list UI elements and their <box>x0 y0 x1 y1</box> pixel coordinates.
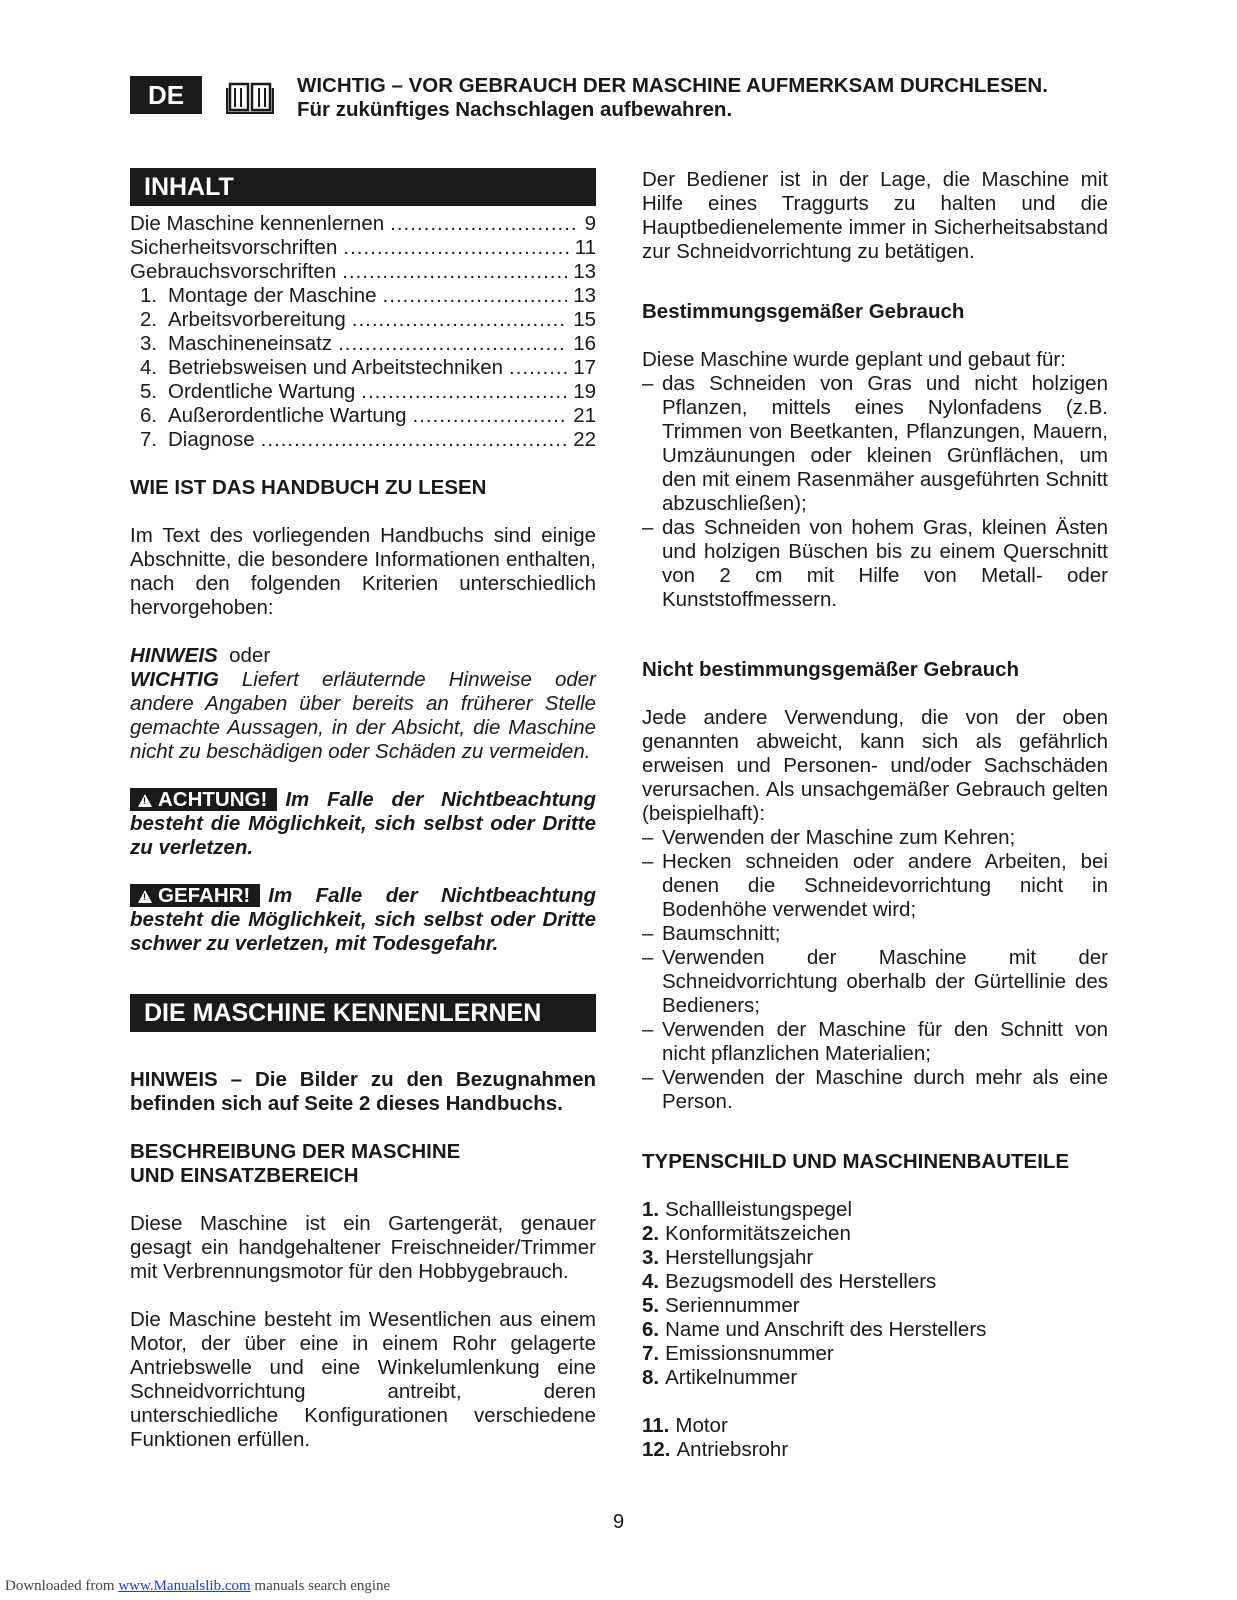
item-number: 3. <box>642 1246 660 1269</box>
list-item <box>642 1270 1108 1294</box>
left-column <box>130 168 596 1452</box>
toc-item-number: 1. <box>140 284 158 307</box>
item-text: Seriennummer <box>665 1294 800 1317</box>
plate-heading: TYPENSCHILD UND MASCHINENBAUTEILE <box>642 1150 1070 1173</box>
toc-item-label: Außerordentliche Wartung <box>168 404 407 427</box>
achtung-text: Im Falle der Nichtbeachtung besteht die Möglichkeit, sich selbst oder Dritte zu verletzen. <box>130 788 596 859</box>
manualslib-link[interactable]: www.Manualslib.com <box>118 1578 251 1594</box>
toc-leader-dots <box>361 380 567 404</box>
plate-list <box>642 1198 1108 1390</box>
right-column <box>642 168 1108 1462</box>
toc-item-page: 16 <box>573 332 596 355</box>
list-item <box>642 1294 1108 1318</box>
toc-item-number: 3. <box>140 332 158 355</box>
toc-title: INHALT <box>130 168 596 206</box>
toc-item <box>130 284 596 308</box>
toc-item <box>130 332 596 356</box>
intended-use-heading: Bestimmungsgemäßer Gebrauch <box>642 300 965 323</box>
hinweis-line <box>130 644 596 668</box>
item-number: 1. <box>642 1198 660 1221</box>
list-item: – das Schneiden von Gras und nicht holzigen Pflanzen, mittels eines Nylonfadens (z.B. Trimmen von Beetkanten, Pflanzungen, Mauern, Umzäunungen oder kleinen Grünflächen, um den mit einem Rasenmäher ausgeführten Schnitt abzuschließen); <box>642 372 1108 516</box>
operator-paragraph: Der Bediener ist in der Lage, die Maschine mit Hilfe eines Traggurts zu halten und die Hauptbedienelemente immer in Sicherheitsabstand zur Schneidvorrichtung zu betätigen. <box>642 168 1108 263</box>
warning-triangle-icon <box>138 890 152 903</box>
page-number: 9 <box>612 1511 625 1533</box>
item-number: 11. <box>642 1414 670 1437</box>
item-number: 2. <box>642 1222 660 1245</box>
footer-suffix: manuals search engine <box>250 1578 391 1594</box>
header-line-1: WICHTIG – VOR GEBRAUCH DER MASCHINE AUFMERKSAM DURCHLESEN. <box>297 74 1048 97</box>
gefahr-paragraph <box>130 884 596 956</box>
achtung-badge <box>130 788 277 811</box>
toc-item-label: Gebrauchsvorschriften <box>130 260 337 283</box>
toc-item <box>130 380 596 404</box>
toc-item-page: 13 <box>573 260 596 283</box>
intended-use-intro: Diese Maschine wurde geplant und gebaut für: <box>642 348 1066 371</box>
toc-item-label: Die Maschine kennenlernen <box>130 212 385 235</box>
toc-item-page: 11 <box>574 236 596 259</box>
machine-note: HINWEIS – Die Bilder zu den Bezugnahmen befinden sich auf Seite 2 dieses Handbuchs. <box>130 1068 596 1115</box>
list-item: – Verwenden der Maschine durch mehr als eine Person. <box>642 1066 1108 1114</box>
misuse-list <box>642 826 1108 1114</box>
toc-leader-dots <box>390 212 578 236</box>
item-text: Artikelnummer <box>665 1366 798 1389</box>
misuse-intro: Jede andere Verwendung, die von der oben genannten abweicht, kann sich als gefährlich erweisen und Personen- und/oder Sachschäden verursachen. Als unsachgemäßer Gebrauch gelten (beispielhaft): <box>642 706 1108 825</box>
toc-item <box>130 428 596 452</box>
wichtig-label: WICHTIG <box>130 668 219 691</box>
list-item <box>642 1318 1108 1342</box>
toc-item-label: Montage der Maschine <box>168 284 377 307</box>
toc-item-number: 2. <box>140 308 158 331</box>
wichtig-text: Liefert erläuternde Hinweise oder andere Angaben über bereits an früherer Stelle gemachte Aussagen, in der Absicht, die Maschine nicht zu beschädigen oder Schäden zu vermeiden. <box>130 668 596 763</box>
item-text: Name und Anschrift des Herstellers <box>665 1318 987 1341</box>
download-footer <box>5 1574 390 1598</box>
toc-item-page: 17 <box>573 356 596 379</box>
item-number: 12. <box>642 1438 671 1461</box>
item-text: Konformitätszeichen <box>665 1222 851 1245</box>
toc-item-label: Ordentliche Wartung <box>168 380 356 403</box>
list-item <box>642 1198 1108 1222</box>
toc-item <box>130 236 596 260</box>
list-item <box>642 1246 1108 1270</box>
toc-item <box>130 260 596 284</box>
toc-item-number: 6. <box>140 404 158 427</box>
howto-heading: WIE IST DAS HANDBUCH ZU LESEN <box>130 476 487 499</box>
toc-item-page: 15 <box>573 308 596 331</box>
gefahr-badge <box>130 884 260 907</box>
header-notice <box>297 74 1048 122</box>
parts-list <box>642 1414 1108 1462</box>
item-number: 5. <box>642 1294 660 1317</box>
toc-item <box>130 356 596 380</box>
item-text: Antriebsrohr <box>676 1438 789 1461</box>
toc-item-label: Arbeitsvorbereitung <box>168 308 346 331</box>
list-item: – Verwenden der Maschine für den Schnitt von nicht pflanzlichen Materialien; <box>642 1018 1108 1066</box>
toc-leader-dots <box>342 260 567 284</box>
toc-item-page: 22 <box>573 428 596 451</box>
toc-item <box>130 308 596 332</box>
intended-use-list <box>642 372 1108 612</box>
item-number: 6. <box>642 1318 660 1341</box>
toc-leader-dots <box>383 284 568 308</box>
list-item <box>642 1342 1108 1366</box>
oder-text: oder <box>229 644 271 667</box>
toc-item-number: 4. <box>140 356 158 379</box>
toc-item-number: 5. <box>140 380 158 403</box>
desc-heading-2: UND EINSATZBEREICH <box>130 1164 359 1187</box>
language-badge: DE <box>130 76 202 114</box>
item-text: Motor <box>675 1414 728 1437</box>
list-item <box>642 1438 1108 1462</box>
item-number: 7. <box>642 1342 660 1365</box>
list-item <box>642 1414 1108 1438</box>
list-item <box>642 1222 1108 1246</box>
desc-paragraph-1: Diese Maschine ist ein Gartengerät, genauer gesagt ein handgehaltener Freischneider/Trimmer mit Verbrennungsmotor für den Hobbygebrauch. <box>130 1212 596 1283</box>
howto-intro: Im Text des vorliegenden Handbuchs sind einige Abschnitte, die besondere Informationen enthalten, nach den folgenden Kriterien unterschiedlich hervorgehoben: <box>130 524 596 619</box>
list-item <box>642 1366 1108 1390</box>
item-number: 4. <box>642 1270 660 1293</box>
list-item: – Hecken schneiden oder andere Arbeiten, bei denen die Schneidevorrichtung nicht in Bodenhöhe verwendet wird; <box>642 850 1108 922</box>
machine-section-title: DIE MASCHINE KENNENLERNEN <box>130 994 596 1032</box>
toc-item-page: 19 <box>573 380 596 403</box>
toc-leader-dots <box>509 356 567 380</box>
toc-item-page: 9 <box>584 212 596 235</box>
toc-item <box>130 212 596 236</box>
item-text: Bezugsmodell des Herstellers <box>665 1270 937 1293</box>
toc-leader-dots <box>338 332 567 356</box>
open-book-icon <box>226 78 274 114</box>
warning-triangle-icon <box>138 794 152 807</box>
wichtig-paragraph <box>130 668 596 764</box>
desc-heading-1: BESCHREIBUNG DER MASCHINE <box>130 1140 461 1163</box>
item-number: 8. <box>642 1366 660 1389</box>
toc-leader-dots <box>343 236 568 260</box>
header-line-2: Für zukünftiges Nachschlagen aufbewahren. <box>297 98 733 121</box>
toc-item-label: Betriebsweisen und Arbeitstechniken <box>168 356 504 379</box>
toc-item-number: 7. <box>140 428 158 451</box>
toc-leader-dots <box>352 308 567 332</box>
item-text: Schallleistungspegel <box>665 1198 853 1221</box>
list-item: – Verwenden der Maschine mit der Schneidvorrichtung oberhalb der Gürtellinie des Bedieners; <box>642 946 1108 1018</box>
toc-item <box>130 404 596 428</box>
list-item: – Verwenden der Maschine zum Kehren; <box>642 826 1108 850</box>
misuse-heading: Nicht bestimmungsgemäßer Gebrauch <box>642 658 1020 681</box>
toc-item-page: 13 <box>573 284 596 307</box>
item-text: Herstellungsjahr <box>665 1246 814 1269</box>
achtung-label: ACHTUNG! <box>158 788 268 811</box>
toc-item-label: Maschineneinsatz <box>168 332 333 355</box>
gefahr-label: GEFAHR! <box>158 884 251 907</box>
achtung-paragraph <box>130 788 596 860</box>
gefahr-text: Im Falle der Nichtbeachtung besteht die Möglichkeit, sich selbst oder Dritte schwer zu verletzen, mit Todesgefahr. <box>130 884 596 955</box>
toc-leader-dots <box>261 428 568 452</box>
list-item: – das Schneiden von hohem Gras, kleinen Ästen und holzigen Büschen bis zu einem Querschnitt von 2 cm mit Hilfe von Metall- oder Kunststoffmessern. <box>642 516 1108 612</box>
table-of-contents <box>130 212 596 452</box>
toc-item-page: 21 <box>573 404 596 427</box>
hinweis-label: HINWEIS <box>130 644 218 667</box>
item-text: Emissionsnummer <box>665 1342 834 1365</box>
toc-item-label: Diagnose <box>168 428 255 451</box>
toc-item-label: Sicherheitsvorschriften <box>130 236 338 259</box>
toc-leader-dots <box>413 404 568 428</box>
desc-paragraph-2: Die Maschine besteht im Wesentlichen aus einem Motor, der über eine in einem Rohr gelagerte Antriebswelle und eine Winkelumlenkung eine Schneidvorrichtung antreibt, deren unterschiedliche Konfigurationen verschiedene Funktionen erfüllen. <box>130 1308 596 1451</box>
list-item: – Baumschnitt; <box>642 922 1108 946</box>
footer-prefix: Downloaded from <box>5 1578 119 1594</box>
